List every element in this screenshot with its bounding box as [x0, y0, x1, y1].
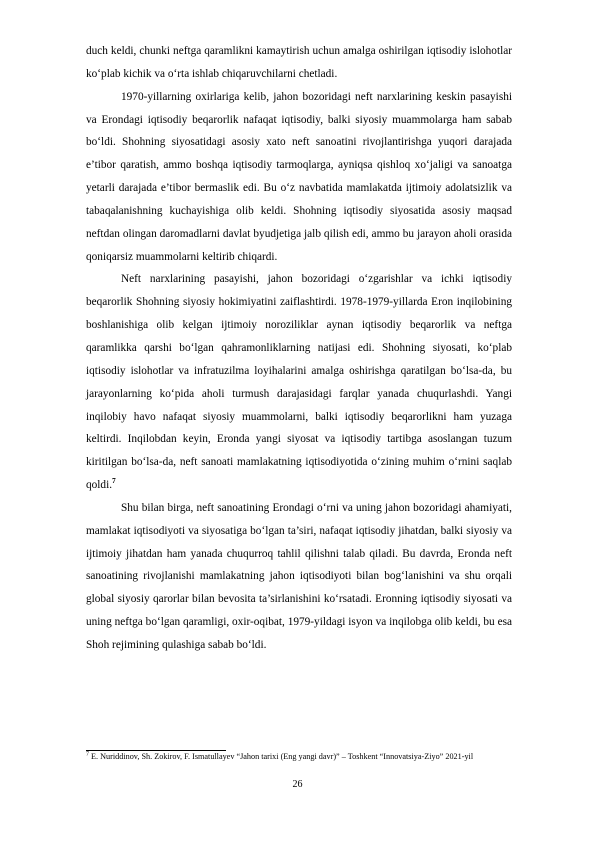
- paragraph-1: duch keldi, chunki neftga qaramlikni kamaytirish uchun amalga oshirilgan iqtisodiy islohotlar ko‘plab kichik va o‘rta ishlab chiqaruvchilarni chetladi.: [86, 45, 512, 80]
- footnote-divider: [86, 750, 226, 751]
- paragraph-3: [86, 268, 512, 496]
- page-number: 26: [292, 779, 303, 790]
- paragraph-2: 1970-yillarning oxirlariga kelib, jahon bozoridagi neft narxlarining keskin pasayishi va Erondagi iqtisodiy beqarorlik nafaqat iqtisodiy, balki siyosiy muammolarga ham sabab bo‘ldi. Shohning siyosatidagi asosiy xato neft sanoatini rivojlantirishga yuqori darajada e’tibor qaratish, ammo boshqa iqtisodiy tarmoqlarga, ayniqsa qishloq xo‘jaligi va sanoatga yetarli darajada e’tibor bermaslik edi. Bu o‘z navbatida mamlakatda ijtimoiy adolatsizlik va tabaqalanishning kuchayishiga olib keldi. Shohning iqtisodiy siyosatida asosiy maqsad neftdan olingan daromadlarni davlat byudjetiga jalb qilish edi, ammo bu jarayon aholi orasida qoniqarsiz muammolarni keltirib chiqardi.: [86, 90, 512, 263]
- paragraph-4: Shu bilan birga, neft sanoatining Erondagi o‘rni va uning jahon bozoridagi ahamiyati, mamlakat iqtisodiyoti va siyosatiga bo‘lgan ta’siri, nafaqat iqtisodiy jihatdan, balki siyosiy va ijtimoiy jihatdan ham yanada chuqurroq tahlil qilishni talab qiladi. Bu davrda, Eronda neft sanoatining rivojlanishi mamlakatning jahon iqtisodiyoti bilan bog‘lanishini va shu orqali global siyosiy qarorlar bilan bevosita ta’sirlanishini ko‘rsatadi. Eronning iqtisodiy siyosati va uning neftga bo‘lgan qaramligi, oxir-oqibat, 1979-yildagi isyon va inqilobga olib keldi, bu esa Shoh rejimining qulashiga sabab bo‘ldi.: [86, 501, 512, 651]
- paragraph-3-text: Neft narxlarining pasayishi, jahon bozoridagi o‘zgarishlar va ichki iqtisodiy beqarorlik Shohning siyosiy hokimiyatini zaiflashtirdi. 1978-1979-yillarda Eron inqilobining boshlanishiga olib kelgan ijtimoiy noroziliklar aynan iqtisodiy beqarorlik va neftga qaramlikka qarshi bo‘lgan qahramonliklarning natijasi edi. Shohning siyosati, ko‘plab iqtisodiy islohotlar va infratuzilma loyihalarini amalga oshirishga qaratilgan bo‘lsa-da, bu jarayonlarning ko‘pida aholi turmush darajasidagi farqlar yanada chuqurlashdi. Yangi inqilobiy havo nafaqat siyosiy muammolarni, balki iqtisodiy beqarorlikni ham yuzaga keltirdi. Inqilobdan keyin, Eronda yangi siyosat va iqtisodiy tartibga asoslangan tuzum kiritilgan bo‘lsa-da, neft sanoati mamlakatning iqtisodiyotida o‘zining muhim o‘rnini saqlab qoldi.: [86, 273, 512, 492]
- footnote: [86, 752, 512, 763]
- page-body: [86, 40, 512, 657]
- footnote-number: 7: [86, 751, 89, 758]
- footnote-text: E. Nuriddinov, Sh. Zokirov, F. Ismatullayev “Jahon tarixi (Eng yangi davr)” – Toshkent “Innovatsiya-Ziyo” 2021-yil: [91, 752, 474, 761]
- footnote-reference[interactable]: 7: [112, 476, 116, 486]
